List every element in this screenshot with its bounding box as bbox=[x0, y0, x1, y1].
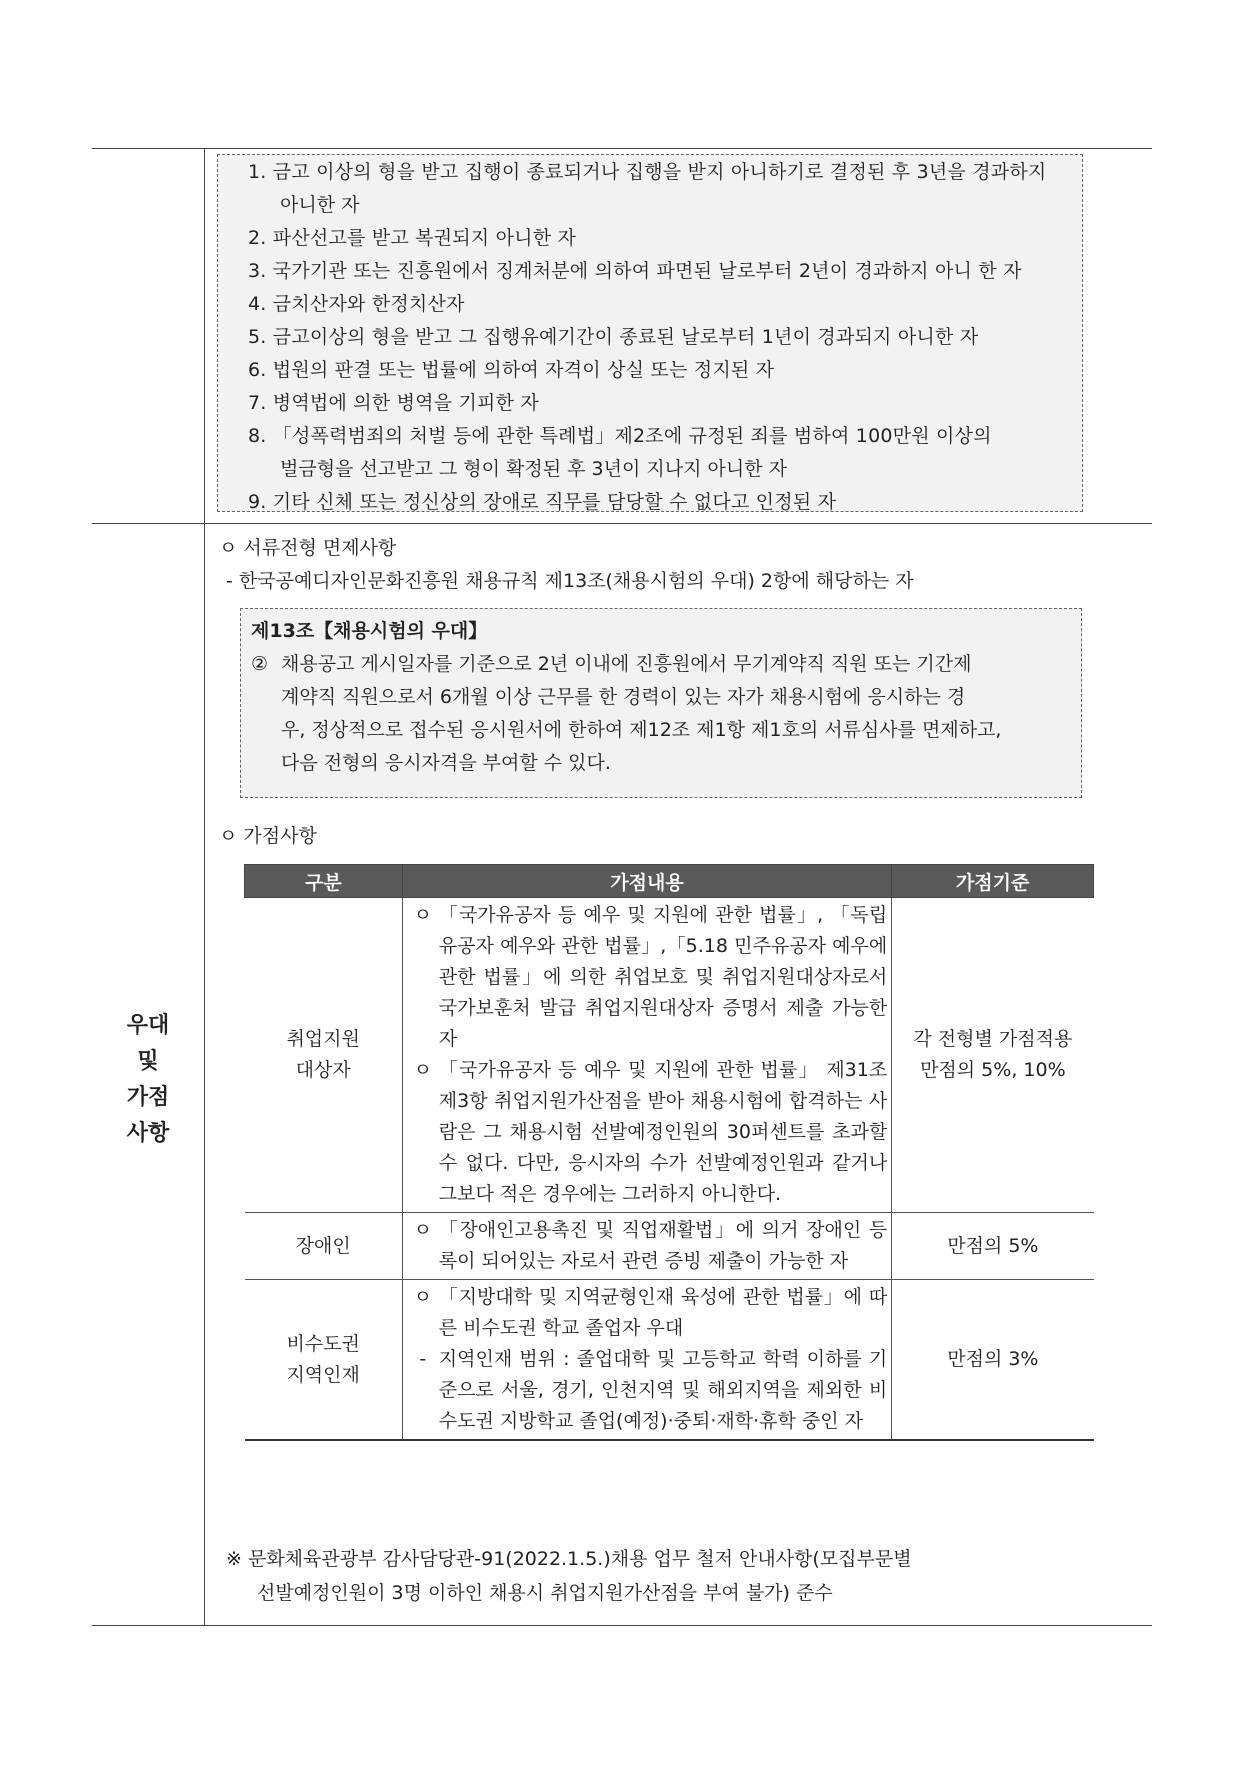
list-item: 8. 「성폭력범죄의 처벌 등에 관한 특례법」제2조에 규정된 죄를 범하여 100만원 이상의 bbox=[248, 425, 992, 447]
list-item: 5. 금고이상의 형을 받고 그 집행유예기간이 종료된 날로부터 1년이 경과되지 아니한 자 bbox=[248, 326, 979, 348]
list-item-continuation: 아니한 자 bbox=[280, 194, 360, 216]
row-standard: 각 전형별 가점적용 만점의 5%, 10% bbox=[892, 898, 1094, 1213]
list-item: 6. 법원의 판결 또는 법률에 의하여 자격이 상실 또는 정지된 자 bbox=[248, 359, 775, 381]
table-header-row bbox=[245, 865, 1094, 898]
row-standard: 만점의 5% bbox=[892, 1213, 1094, 1280]
regulation-title: 제13조【채용시험의 우대】 bbox=[251, 620, 488, 642]
regulation-line: 우, 정상적으로 접수된 응시원서에 한하여 제12조 제1항 제1호의 서류심사를 면제하고, bbox=[281, 719, 1002, 741]
list-item: 7. 병역법에 의한 병역을 기피한 자 bbox=[248, 392, 539, 414]
row-category: 비수도권 지역인재 bbox=[245, 1280, 403, 1441]
list-item: 9. 기타 신체 또는 정신상의 장애로 직무를 담당할 수 없다고 인정된 자 bbox=[248, 491, 837, 513]
row-standard: 만점의 3% bbox=[892, 1280, 1094, 1441]
exemption-heading: ㅇ 서류전형 면제사항 bbox=[219, 537, 397, 559]
regulation-box bbox=[240, 608, 1082, 798]
row-category: 장애인 bbox=[245, 1213, 403, 1280]
table-row bbox=[245, 1280, 1094, 1441]
list-item: 3. 국가기관 또는 진흥원에서 징계처분에 의하여 파면된 날로부터 2년이 경과하지 아니 한 자 bbox=[248, 260, 1022, 282]
regulation-line: 다음 전형의 응시자격을 부여할 수 있다. bbox=[281, 752, 611, 774]
header-standard: 가점기준 bbox=[892, 865, 1094, 898]
table-row bbox=[245, 1213, 1094, 1280]
bonus-heading: ㅇ 가점사항 bbox=[219, 825, 317, 847]
column-divider bbox=[204, 148, 205, 1625]
bonus-table bbox=[244, 864, 1094, 1441]
content-point: - 지역인재 범위 : 졸업대학 및 고등학교 학력 이하를 기준으로 서울, 경기, 인천지역 및 해외지역을 제외한 비수도권 지방학교 졸업(예정)·중퇴·재학·휴학 중인 자 bbox=[419, 1348, 888, 1432]
regulation-line: 계약직 직원으로서 6개월 이상 근무를 한 경력이 있는 자가 채용시험에 응시하는 경 bbox=[281, 686, 966, 708]
list-item: 2. 파산선고를 받고 복권되지 아니한 자 bbox=[248, 227, 577, 249]
row-content bbox=[402, 1213, 891, 1280]
top-rule bbox=[92, 148, 1152, 149]
list-item: 4. 금치산자와 한정치산자 bbox=[248, 293, 465, 315]
disqualification-box bbox=[217, 154, 1083, 512]
section-label: 우대 및 가점 사항 bbox=[126, 1013, 170, 1146]
list-item: 1. 금고 이상의 형을 받고 집행이 종료되거나 집행을 받지 아니하기로 결정된 후 3년을 경과하지 bbox=[248, 161, 1047, 183]
row-content bbox=[402, 1280, 891, 1441]
bottom-rule bbox=[92, 1625, 1152, 1626]
footnote-line: 선발예정인원이 3명 이하인 채용시 취업지원가산점을 부여 불가) 준수 bbox=[257, 1582, 833, 1604]
table-row bbox=[245, 898, 1094, 1213]
row-category: 취업지원 대상자 bbox=[245, 898, 403, 1213]
content-point: ㅇ 「국가유공자 등 예우 및 지원에 관한 법률」, 「독립 유공자 예우와 관한 법률」,「5.18 민주유공자 예우에 관한 법률」에 의한 취업보호 및 취업지원대상자로서 국가보훈처 발급 취업지원대상자 증명서 제출 가능한 자 bbox=[413, 904, 888, 1050]
content-point: ㅇ 「국가유공자 등 예우 및 지원에 관한 법률」 제31조 제3항 취업지원가산점을 받아 채용시험에 합격하는 사람은 그 채용시험 선발예정인원의 30퍼센트를 초과할 수 없다. 다만, 응시자의 수가 선발예정인원과 같거나 그보다 적은 경우에는 그러하지 아니한다. bbox=[413, 1059, 888, 1205]
header-category: 구분 bbox=[245, 865, 403, 898]
header-content: 가점내용 bbox=[402, 865, 891, 898]
content-point: ㅇ 「장애인고용촉진 및 직업재활법」에 의거 장애인 등록이 되어있는 자로서 관련 증빙 제출이 가능한 자 bbox=[413, 1219, 888, 1272]
exemption-sub: - 한국공예디자인문화진흥원 채용규칙 제13조(채용시험의 우대) 2항에 해당하는 자 bbox=[226, 570, 914, 592]
footnote-line: ※ 문화체육관광부 감사담당관-91(2022.1.5.)채용 업무 철저 안내사항(모집부문별 bbox=[226, 1548, 912, 1570]
row-divider bbox=[92, 523, 1152, 524]
row-content bbox=[402, 898, 891, 1213]
content-point: ㅇ 「지방대학 및 지역균형인재 육성에 관한 법률」에 따른 비수도권 학교 졸업자 우대 bbox=[413, 1286, 888, 1339]
list-item-continuation: 벌금형을 선고받고 그 형이 확정된 후 3년이 지나지 아니한 자 bbox=[280, 458, 787, 480]
regulation-marker: ② bbox=[251, 653, 269, 675]
regulation-line: 채용공고 게시일자를 기준으로 2년 이내에 진흥원에서 무기계약직 직원 또는 기간제 bbox=[281, 653, 972, 675]
